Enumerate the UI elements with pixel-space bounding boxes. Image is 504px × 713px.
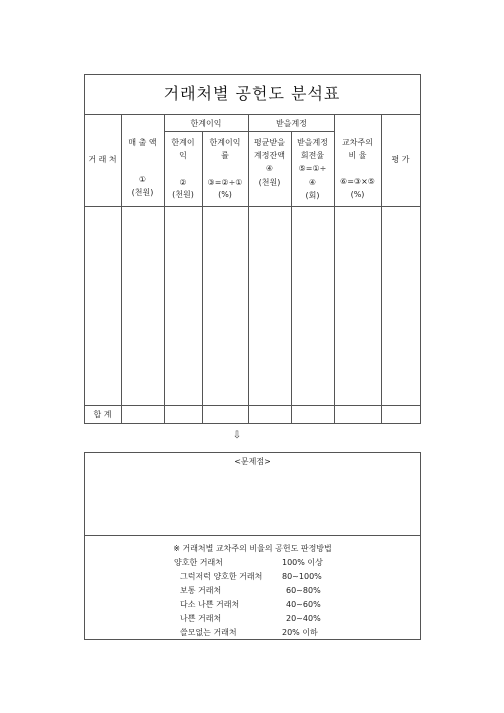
header-eval: 평 가 [391,155,410,164]
criteria-item-range: 20% 이하 [282,628,318,637]
col-divider [291,131,292,424]
header-margin-rate-l1: 한계이익 [209,138,241,147]
problems-label: <문제점> [234,457,271,466]
header-turnover-formula-l2: ④ [308,178,317,187]
criteria-heading: ※ 거래처별 교차주의 비율의 공헌도 판정방법 [173,544,332,553]
table-border-bottom [84,423,421,424]
page-title: 거래처별 공헌도 분석표 [163,84,341,103]
header-cross-l2: 비 율 [348,151,367,160]
header-margin-group: 한계이익 [190,119,222,128]
col-divider [121,114,122,424]
total-divider [84,405,421,406]
box-border-bottom [84,639,421,640]
title-divider [84,114,421,115]
header-turnover-l1: 받을계정 [297,138,328,147]
header-sales-no: ① [138,175,147,184]
header-bond-group: 받을계정 [276,119,307,128]
criteria-item-name: 그럭저럭 양호한 거래처 [180,572,263,581]
header-margin-rate-l2: 률 [221,151,229,160]
header-margin-amount-no: ② [179,178,187,187]
col-divider [202,131,203,424]
total-label: 합 계 [93,410,112,419]
header-client: 거 래 처 [88,155,117,164]
group-divider [164,131,335,132]
header-margin-amount-l1: 한계이 [171,138,195,147]
header-cross-l1: 교차주의 [342,138,373,147]
header-sales: 매 출 액 [128,138,157,147]
header-avg-bal-l1: 평균받을 [254,138,285,147]
header-avg-bal-unit: (천원) [258,178,281,187]
header-turnover-formula-l1: ⑤=①÷ [298,164,327,173]
header-margin-rate-unit: (%) [218,190,232,199]
criteria-item-range: 80~100% [282,572,322,581]
header-cross-formula: ⑥=③×⑤ [340,177,375,186]
header-turnover-l2: 회전율 [300,151,325,160]
box-divider [84,535,421,536]
criteria-item-name: 양호한 거래처 [174,558,223,567]
criteria-item-name: 쓸모없는 거래처 [180,628,237,637]
table-border-left [84,74,85,424]
header-sales-unit: (천원) [131,188,154,197]
criteria-item-name: 보통 거래처 [180,586,222,595]
header-margin-rate-formula: ③=②÷① [207,178,243,187]
box-border-top [84,452,421,453]
criteria-item-range: 40~60% [286,600,321,609]
down-arrow-icon: ⇩ [232,430,242,441]
header-turnover-unit: (회) [305,191,320,200]
header-margin-amount-unit: (천원) [172,190,194,199]
criteria-item-range: 20~40% [286,614,321,623]
header-cross-unit: (%) [350,190,365,199]
header-divider [84,206,421,207]
header-avg-bal-no: ④ [265,164,274,173]
table-border-right [420,74,421,424]
criteria-item-name: 나쁜 거래처 [180,614,222,623]
criteria-item-range: 60~80% [286,586,321,595]
criteria-item-name: 다소 나쁜 거래처 [180,600,240,609]
header-margin-amount-l2: 익 [179,151,187,160]
header-avg-bal-l2: 계정잔액 [254,151,285,160]
criteria-item-range: 100% 이상 [282,558,323,567]
